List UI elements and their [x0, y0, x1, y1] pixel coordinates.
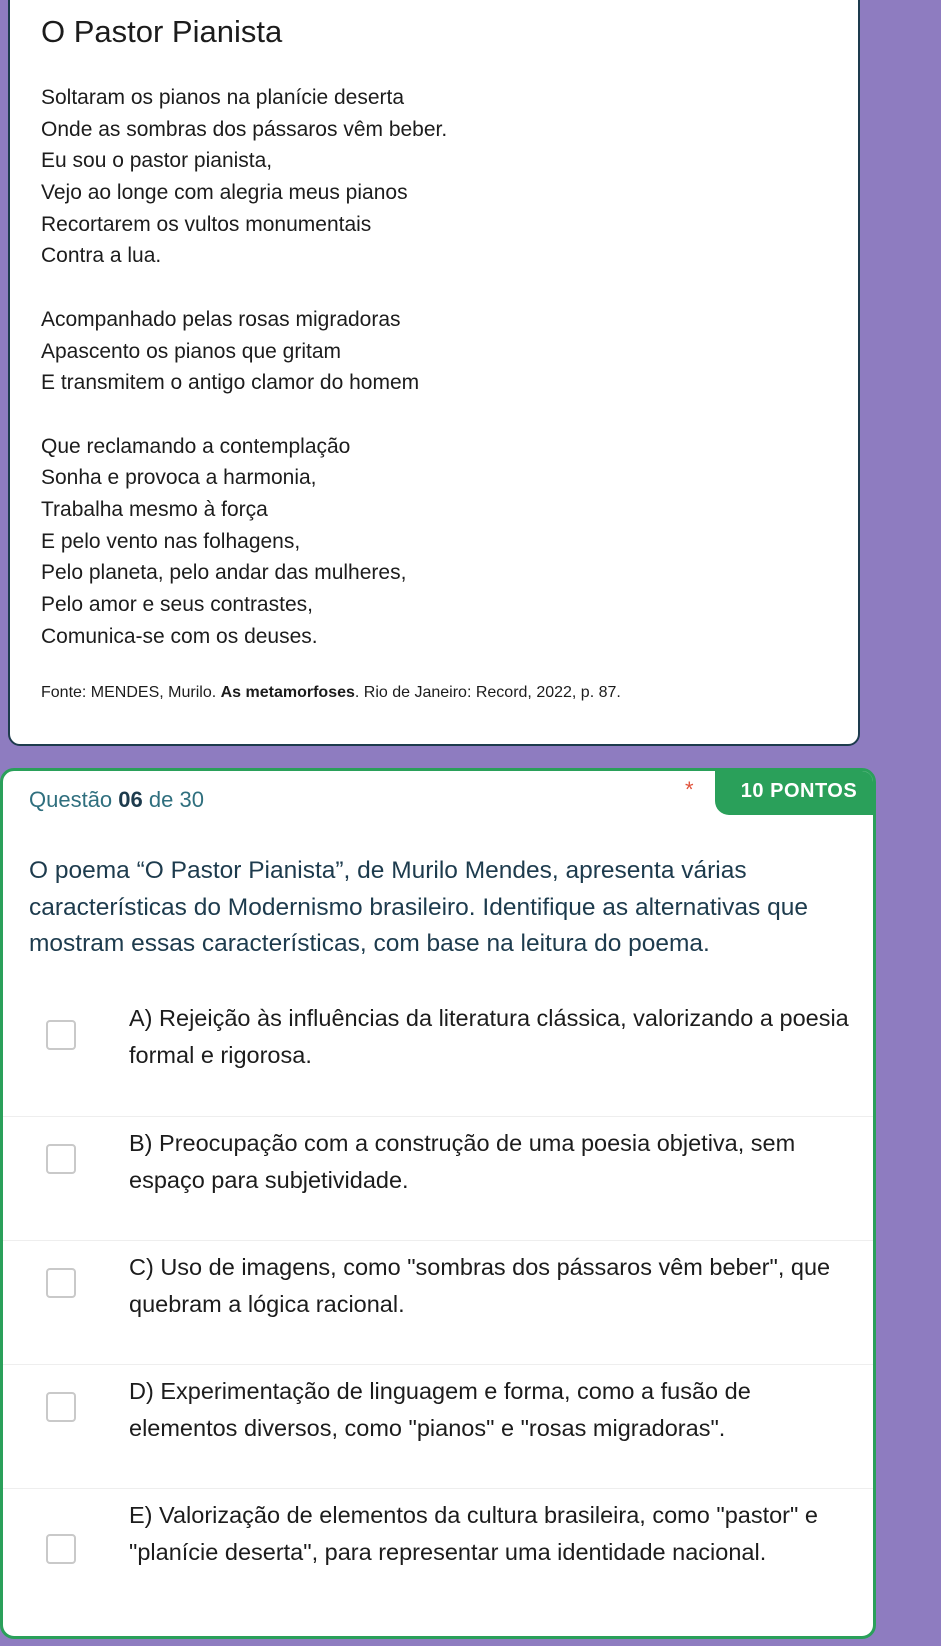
poem-line: Pelo amor e seus contrastes,	[41, 593, 313, 616]
poem-line: E transmitem o antigo clamor do homem	[41, 371, 420, 395]
poem-line: Apascento os pianos que gritam	[41, 339, 342, 363]
poem-line: Contra a lua.	[41, 244, 162, 268]
question-number: 06	[118, 787, 143, 812]
counter-prefix: Questão	[29, 787, 119, 812]
checkbox-c[interactable]	[46, 1268, 76, 1298]
checkbox-e[interactable]	[46, 1534, 76, 1564]
poem-line: Acompanhado pelas rosas migradoras	[41, 307, 401, 331]
poem-body	[41, 82, 447, 652]
poem-source	[41, 684, 621, 702]
question-statement: O poema “O Pastor Pianista”, de Murilo Mendes, apresenta várias características do Modernismo brasileiro. Identifique as alternativas que mostram essas características, com base na leitura do poema.	[29, 857, 808, 957]
option-e[interactable]	[3, 1488, 873, 1639]
poem-line: Que reclamando a contemplação	[41, 434, 351, 458]
source-suffix: . Rio de Janeiro: Record, 2022, p. 87.	[354, 684, 621, 701]
option-d-label: D) Experimentação de linguagem e forma, como a fusão de elementos diversos, como "pianos" e "rosas migradoras".	[129, 1378, 751, 1441]
stanza-break	[41, 272, 447, 304]
poem-line: Onde as sombras dos pássaros vêm beber.	[41, 117, 448, 141]
points-badge: 10 PONTOS	[715, 768, 876, 815]
question-card	[0, 768, 876, 1639]
poem-line: E pelo vento nas folhagens,	[41, 529, 301, 553]
poem-card	[8, 0, 860, 746]
option-c-label: C) Uso de imagens, como "sombras dos pássaros vêm beber", que quebram a lógica racional.	[129, 1254, 831, 1317]
checkbox-b[interactable]	[46, 1144, 76, 1174]
question-counter	[29, 783, 204, 817]
poem-title: O Pastor Pianista	[41, 14, 283, 49]
poem-line: Soltaram os pianos na planície deserta	[41, 86, 405, 109]
poem-line: Pelo planeta, pelo andar das mulheres,	[41, 561, 407, 585]
source-book-title: As metamorfoses	[220, 684, 355, 701]
poem-line: Recortarem os vultos monumentais	[41, 212, 372, 236]
poem-line: Comunica-se com os deuses.	[41, 624, 318, 648]
counter-suffix: de 30	[142, 787, 204, 812]
option-e-label: E) Valorização de elementos da cultura brasileira, como "pastor" e "planície deserta", para representar uma identidade nacional.	[129, 1502, 818, 1565]
option-b-label: B) Preocupação com a construção de uma poesia objetiva, sem espaço para subjetividade.	[129, 1130, 796, 1193]
poem-line: Vejo ao longe com alegria meus pianos	[41, 181, 408, 205]
poem-line: Trabalha mesmo à força	[41, 497, 268, 521]
checkbox-a[interactable]	[46, 1020, 76, 1050]
option-c[interactable]	[3, 1240, 873, 1364]
poem-line: Sonha e provoca a harmonia,	[41, 466, 317, 490]
option-d[interactable]	[3, 1364, 873, 1488]
checkbox-d[interactable]	[46, 1392, 76, 1422]
option-b[interactable]	[3, 1116, 873, 1240]
source-prefix: Fonte: MENDES, Murilo.	[41, 684, 221, 701]
option-a-label: A) Rejeição às influências da literatura clássica, valorizando a poesia formal e rigorosa.	[129, 1005, 849, 1068]
options-list	[3, 992, 873, 1639]
stanza-break	[41, 399, 447, 431]
option-a[interactable]	[3, 992, 873, 1116]
poem-line: Eu sou o pastor pianista,	[41, 149, 273, 173]
required-mark: *	[685, 777, 694, 802]
